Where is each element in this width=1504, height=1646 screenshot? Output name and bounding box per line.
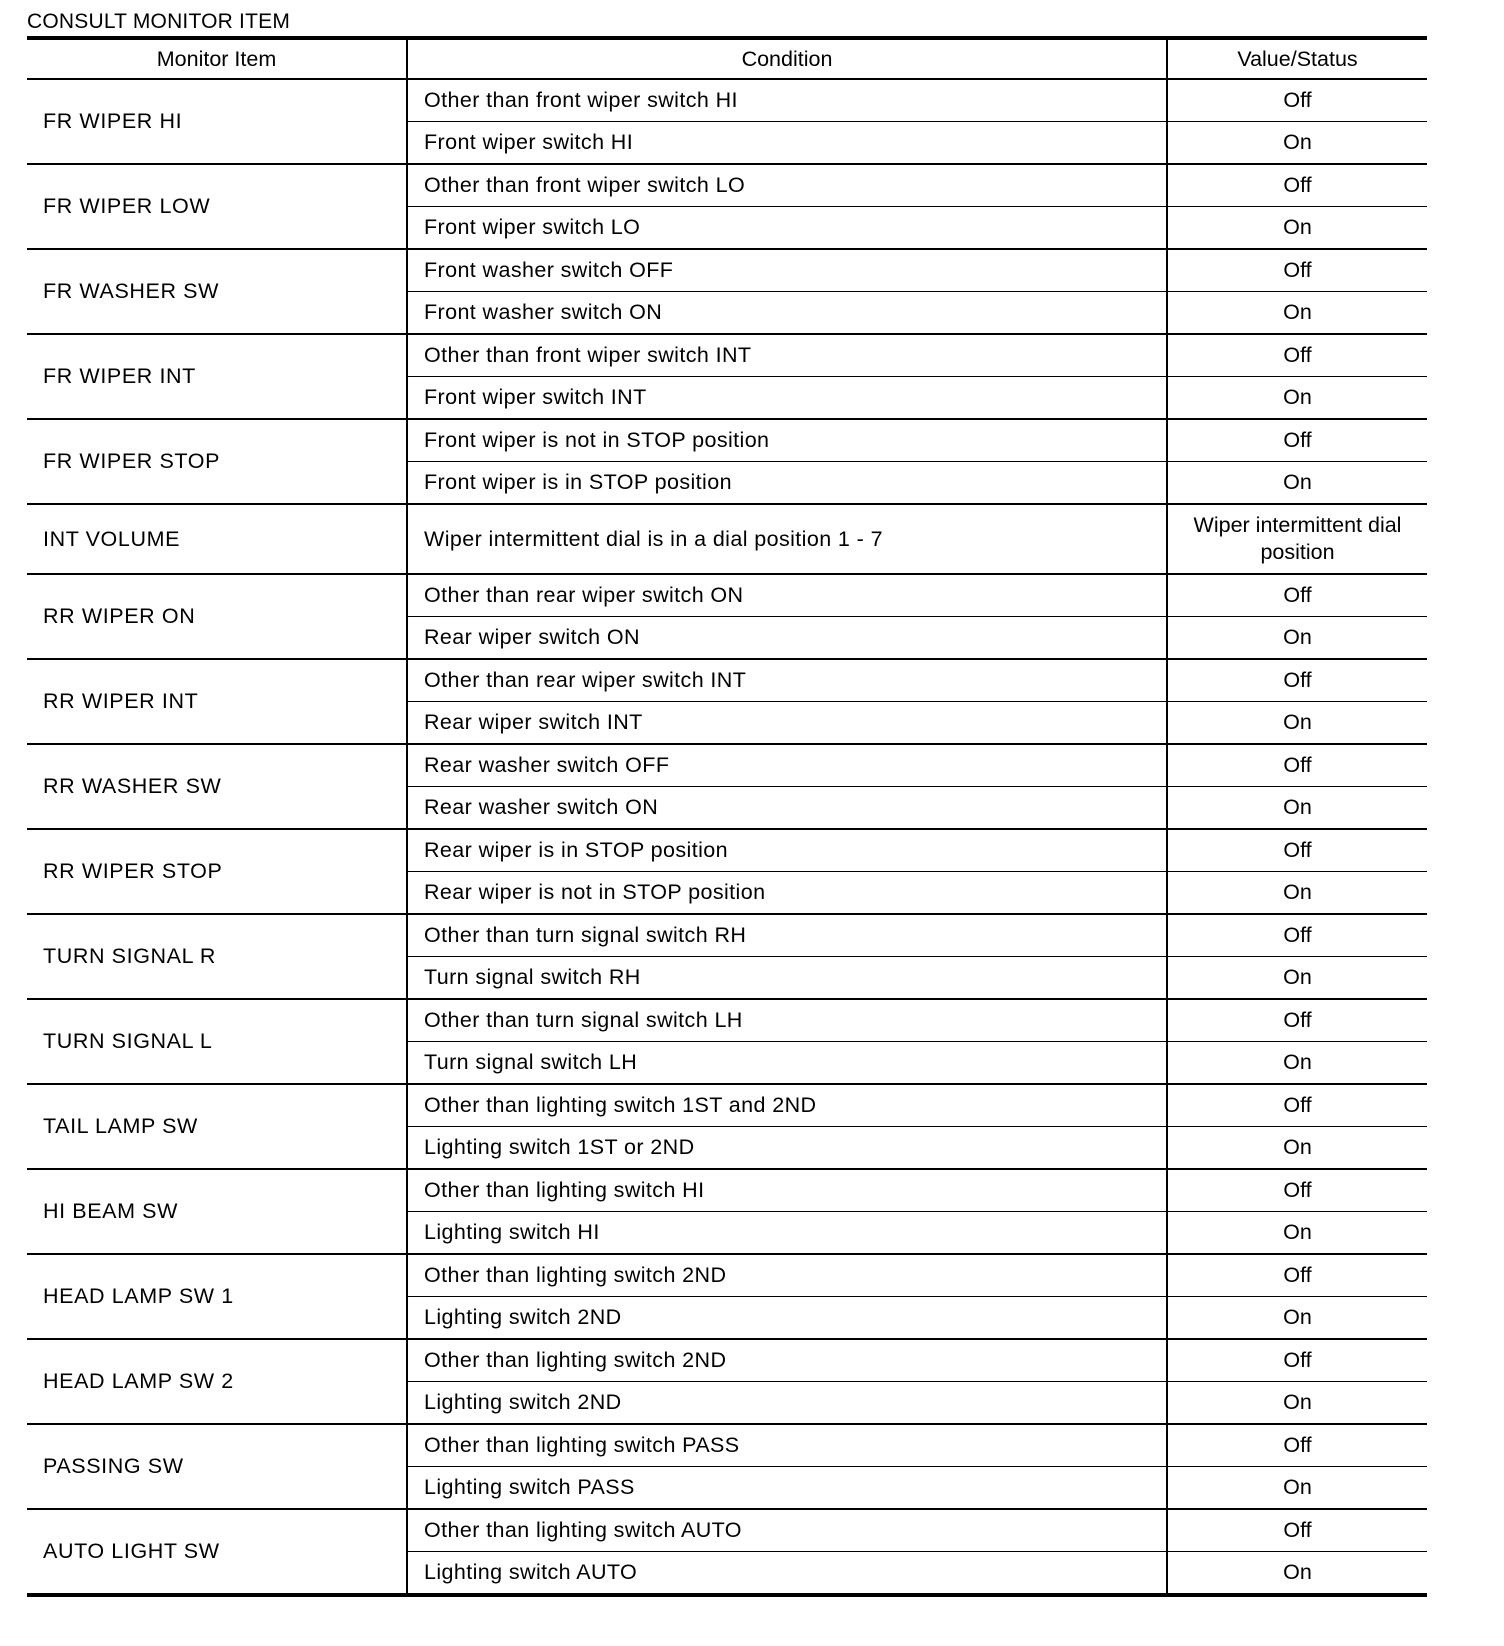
condition-cell: Lighting switch 2ND [407, 1382, 1167, 1425]
table-row [27, 829, 1427, 872]
table-row [27, 1339, 1427, 1382]
monitor-item-cell: RR WASHER SW [27, 744, 407, 829]
condition-cell: Front washer switch OFF [407, 249, 1167, 292]
value-status-cell: Off [1167, 1424, 1427, 1467]
condition-cell: Rear wiper is not in STOP position [407, 872, 1167, 915]
value-status-cell: On [1167, 617, 1427, 660]
monitor-item-cell: PASSING SW [27, 1424, 407, 1509]
monitor-item-cell: FR WIPER LOW [27, 164, 407, 249]
value-status-cell: Off [1167, 164, 1427, 207]
condition-cell: Other than lighting switch AUTO [407, 1509, 1167, 1552]
monitor-item-cell: TURN SIGNAL R [27, 914, 407, 999]
value-status-cell: On [1167, 1297, 1427, 1340]
monitor-item-cell: INT VOLUME [27, 504, 407, 574]
value-status-cell: Off [1167, 999, 1427, 1042]
monitor-item-cell: FR WIPER INT [27, 334, 407, 419]
condition-cell: Front washer switch ON [407, 292, 1167, 335]
condition-cell: Other than lighting switch 2ND [407, 1339, 1167, 1382]
monitor-item-cell: HEAD LAMP SW 1 [27, 1254, 407, 1339]
table-row [27, 1084, 1427, 1127]
condition-cell: Rear wiper switch ON [407, 617, 1167, 660]
condition-cell: Other than front wiper switch INT [407, 334, 1167, 377]
header-condition: Condition [407, 38, 1167, 79]
value-status-cell: Off [1167, 1339, 1427, 1382]
value-status-cell: On [1167, 787, 1427, 830]
condition-cell: Lighting switch PASS [407, 1467, 1167, 1510]
value-status-cell: Off [1167, 334, 1427, 377]
value-status-cell: Off [1283, 88, 1312, 112]
condition-cell: Front wiper is in STOP position [407, 462, 1167, 505]
value-status-cell: Off [1167, 914, 1427, 957]
monitor-item-cell: FR WIPER STOP [27, 419, 407, 504]
value-status-cell: Off [1167, 1254, 1427, 1297]
monitor-item-cell: FR WIPER HI [43, 109, 183, 133]
condition-cell: Other than turn signal switch LH [407, 999, 1167, 1042]
monitor-item-cell: HI BEAM SW [27, 1169, 407, 1254]
condition-cell: Other than lighting switch HI [407, 1169, 1167, 1212]
condition-cell: Rear washer switch ON [407, 787, 1167, 830]
condition-cell: Front wiper is not in STOP position [407, 419, 1167, 462]
table-row [27, 574, 1427, 617]
header-monitor-item: Monitor Item [27, 38, 407, 79]
table-row [27, 1424, 1427, 1467]
value-status-cell: On [1167, 1042, 1427, 1085]
condition-cell: Other than lighting switch 1ST and 2ND [407, 1084, 1167, 1127]
condition-cell: Rear wiper switch INT [407, 702, 1167, 745]
condition-cell: Other than lighting switch PASS [407, 1424, 1167, 1467]
table-row [27, 999, 1427, 1042]
value-status-cell: On [1167, 1467, 1427, 1510]
table-row [27, 334, 1427, 377]
value-status-cell: On [1167, 957, 1427, 1000]
condition-cell: Turn signal switch RH [407, 957, 1167, 1000]
condition-cell: Other than turn signal switch RH [407, 914, 1167, 957]
condition-cell: Lighting switch HI [407, 1212, 1167, 1255]
monitor-item-cell: TURN SIGNAL L [27, 999, 407, 1084]
value-status-cell: On [1167, 1552, 1427, 1596]
table-row [27, 744, 1427, 787]
monitor-item-cell: RR WIPER ON [27, 574, 407, 659]
table-row [27, 914, 1427, 957]
table-row [27, 79, 1427, 122]
condition-cell: Other than front wiper switch LO [407, 164, 1167, 207]
page-title: CONSULT MONITOR ITEM [27, 10, 291, 33]
value-status-cell: Wiper intermittent dial position [1167, 504, 1427, 574]
value-status-cell: On [1167, 872, 1427, 915]
condition-cell: Front wiper switch LO [407, 207, 1167, 250]
condition-cell: Lighting switch 1ST or 2ND [407, 1127, 1167, 1170]
value-status-cell: Off [1167, 829, 1427, 872]
monitor-item-cell: FR WASHER SW [27, 249, 407, 334]
table-row [27, 659, 1427, 702]
value-status-cell: Off [1167, 1509, 1427, 1552]
table-row [27, 164, 1427, 207]
header-value-status: Value/Status [1167, 38, 1427, 79]
value-status-cell: On [1167, 292, 1427, 335]
value-status-cell: Off [1167, 249, 1427, 292]
condition-cell: Rear wiper is in STOP position [407, 829, 1167, 872]
table-row [27, 1509, 1427, 1552]
value-status-cell: On [1167, 1127, 1427, 1170]
condition-cell: Lighting switch 2ND [407, 1297, 1167, 1340]
condition-cell: Front wiper switch HI [407, 122, 1167, 165]
value-status-cell: On [1167, 122, 1427, 165]
value-status-cell: Off [1167, 1084, 1427, 1127]
monitor-item-cell: TAIL LAMP SW [27, 1084, 407, 1169]
condition-cell: Wiper intermittent dial is in a dial position 1 - 7 [407, 504, 1167, 574]
table-body [27, 79, 1427, 1595]
value-status-cell: Off [1167, 744, 1427, 787]
condition-cell: Other than rear wiper switch ON [407, 574, 1167, 617]
condition-cell: Other than lighting switch 2ND [407, 1254, 1167, 1297]
monitor-item-cell: RR WIPER INT [27, 659, 407, 744]
condition-cell: Lighting switch AUTO [407, 1552, 1167, 1596]
value-status-cell: On [1167, 1212, 1427, 1255]
table-row [27, 1169, 1427, 1212]
value-status-cell: On [1167, 462, 1427, 505]
monitor-item-cell: HEAD LAMP SW 2 [27, 1339, 407, 1424]
value-status-cell: On [1167, 1382, 1427, 1425]
condition-cell: Rear washer switch OFF [407, 744, 1167, 787]
condition-cell: Other than rear wiper switch INT [407, 659, 1167, 702]
value-status-cell: Off [1167, 419, 1427, 462]
value-status-cell: Off [1167, 659, 1427, 702]
condition-cell: Other than front wiper switch HI [407, 79, 1167, 122]
condition-cell: Front wiper switch INT [407, 377, 1167, 420]
table-row [27, 249, 1427, 292]
table-row [27, 504, 1427, 574]
monitor-item-cell: RR WIPER STOP [27, 829, 407, 914]
value-status-cell: On [1167, 377, 1427, 420]
table-row [27, 419, 1427, 462]
monitor-item-cell: AUTO LIGHT SW [27, 1509, 407, 1595]
table-header-row [27, 38, 1427, 79]
consult-monitor-table [27, 36, 1427, 1597]
condition-cell: Turn signal switch LH [407, 1042, 1167, 1085]
value-status-cell: Off [1167, 1169, 1427, 1212]
value-status-cell: Off [1167, 574, 1427, 617]
value-status-cell: On [1167, 207, 1427, 250]
value-status-cell: On [1167, 702, 1427, 745]
table-row [27, 1254, 1427, 1297]
